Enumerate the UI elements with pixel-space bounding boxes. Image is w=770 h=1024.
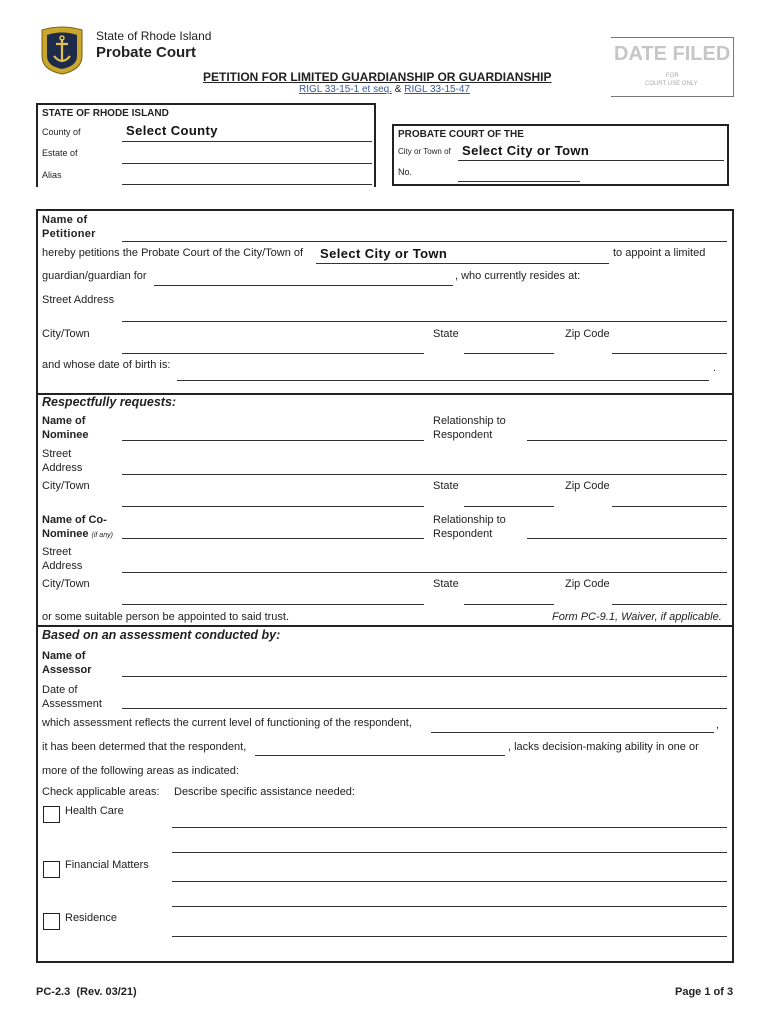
petitions-text: hereby petitions the Probate Court of the City/Town of: [42, 247, 304, 259]
estate-label: Estate of: [42, 148, 78, 158]
nominee-city-label: City/Town: [42, 480, 90, 492]
reflects-text: which assessment reflects the current level of functioning of the respondent,: [42, 717, 412, 729]
assessment-heading: Based on an assessment conducted by:: [42, 628, 281, 642]
respondent-zip-field[interactable]: [612, 353, 727, 354]
financial-field-2[interactable]: [172, 906, 727, 907]
probate-court-title: PROBATE COURT OF THE: [398, 129, 524, 140]
petitioner-city-select[interactable]: Select City or Town: [320, 246, 448, 261]
form-number: PC-2.3 (Rev. 03/21): [36, 986, 137, 998]
divider-2: [38, 625, 732, 627]
health-care-label: Health Care: [65, 805, 124, 817]
health-care-field-1[interactable]: [172, 827, 727, 828]
appoint-text: to appoint a limited: [613, 247, 706, 259]
petitioner-city-line: [316, 263, 609, 264]
nominee-label: Name of Nominee: [42, 415, 89, 441]
respondent-state-field[interactable]: [464, 353, 554, 354]
residence-field-1[interactable]: [172, 936, 727, 937]
guardian-for-text: guardian/guardian for: [42, 270, 147, 282]
financial-matters-label: Financial Matters: [65, 859, 149, 871]
conominee-street-field[interactable]: [122, 572, 727, 573]
conominee-city-label: City/Town: [42, 578, 90, 590]
city-town-line: [458, 160, 724, 161]
if-any-note: (if any): [91, 532, 113, 539]
health-care-checkbox[interactable]: [43, 806, 60, 823]
main-form: [36, 209, 734, 963]
reflects-comma: ,: [716, 719, 720, 731]
county-label: County of: [42, 127, 81, 137]
respondent-name-field[interactable]: [154, 285, 453, 286]
city-label: City/Town: [42, 328, 90, 340]
no-field[interactable]: [458, 181, 580, 182]
for-label: FOR: [666, 73, 679, 79]
court-name: Probate Court: [96, 44, 197, 61]
nominee-relationship-field[interactable]: [527, 440, 727, 441]
waiver-note: Form PC-9.1, Waiver, if applicable.: [552, 611, 722, 623]
form-title: PETITION FOR LIMITED GUARDIANSHIP OR GUARDIANSHIP: [203, 70, 552, 84]
nominee-relationship-label: Relationship to Respondent: [433, 415, 506, 441]
conominee-city-field[interactable]: [122, 604, 424, 605]
dob-text: and whose date of birth is:: [42, 359, 171, 371]
petitioner-name-field[interactable]: [122, 241, 727, 242]
zip-label: Zip Code: [565, 328, 610, 340]
nominee-street-field[interactable]: [122, 474, 727, 475]
financial-matters-checkbox[interactable]: [43, 861, 60, 878]
check-areas-text: Check applicable areas:: [42, 786, 160, 798]
nominee-zip-label: Zip Code: [565, 480, 610, 492]
court-use-label: COURT USE ONLY: [645, 81, 698, 87]
city-town-label: City or Town of: [398, 147, 451, 156]
conominee-state-field[interactable]: [464, 604, 554, 605]
respondent-dob-field[interactable]: [177, 380, 709, 381]
state-name: State of Rhode Island: [96, 29, 212, 43]
lacks-text: , lacks decision-making ability in one or: [508, 741, 699, 753]
conominee-name-field[interactable]: [122, 538, 424, 539]
assessment-date-field[interactable]: [122, 708, 727, 709]
conominee-label: Name of Co- Nominee (if any): [42, 514, 113, 540]
dob-period: .: [713, 362, 717, 374]
amp: &: [394, 84, 402, 95]
state-section-title: STATE OF RHODE ISLAND: [42, 108, 169, 119]
determined-text: it has been determed that the respondent,: [42, 741, 247, 753]
determination-field[interactable]: [255, 755, 505, 756]
respondent-city-field[interactable]: [122, 353, 424, 354]
nominee-zip-field[interactable]: [612, 506, 727, 507]
financial-field-1[interactable]: [172, 881, 727, 882]
residence-label: Residence: [65, 912, 117, 924]
state-label: State: [433, 328, 459, 340]
suitable-person-text: or some suitable person be appointed to said trust.: [42, 611, 290, 623]
assessor-label: Name of Assessor: [42, 650, 92, 676]
county-select[interactable]: Select County: [126, 123, 218, 138]
conominee-zip-label: Zip Code: [565, 578, 610, 590]
estate-field[interactable]: [122, 163, 372, 164]
nominee-street-label: Street Address: [42, 448, 83, 474]
conominee-street-label: Street Address: [42, 546, 83, 572]
county-line: [122, 141, 372, 142]
residence-checkbox[interactable]: [43, 913, 60, 930]
alias-field[interactable]: [122, 184, 372, 185]
conominee-relationship-label: Relationship to Respondent: [433, 514, 506, 540]
state-section: [36, 103, 376, 187]
conominee-relationship-field[interactable]: [527, 538, 727, 539]
assessment-date-label: Date of Assessment: [42, 684, 102, 710]
rigl-link-1[interactable]: RIGL 33-15-1 et seq.: [299, 84, 393, 95]
page-number: Page 1 of 3: [675, 986, 734, 998]
nominee-state-label: State: [433, 480, 459, 492]
date-filed-box: [611, 37, 734, 97]
conominee-state-label: State: [433, 578, 459, 590]
conominee-zip-field[interactable]: [612, 604, 727, 605]
state-seal: [36, 26, 88, 76]
nominee-name-field[interactable]: [122, 440, 424, 441]
probate-court-section: [392, 124, 729, 186]
resides-text: , who currently resides at:: [455, 270, 581, 282]
more-areas-text: more of the following areas as indicated:: [42, 765, 239, 777]
petitioner-label: Name of Petitioner: [42, 214, 96, 240]
functioning-field[interactable]: [431, 732, 714, 733]
date-filed-label: DATE FILED: [614, 43, 731, 65]
no-label: No.: [398, 167, 413, 177]
health-care-field-2[interactable]: [172, 852, 727, 853]
describe-text: Describe specific assistance needed:: [174, 786, 355, 798]
street-address-label: Street Address: [42, 294, 115, 306]
respondent-street-field[interactable]: [122, 321, 727, 322]
nominee-city-field[interactable]: [122, 506, 424, 507]
nominee-state-field[interactable]: [464, 506, 554, 507]
assessor-name-field[interactable]: [122, 676, 727, 677]
alias-label: Alias: [42, 170, 62, 180]
statute-refs: [299, 84, 470, 95]
city-town-select[interactable]: Select City or Town: [462, 143, 590, 158]
rigl-link-2[interactable]: RIGL 33-15-47: [404, 84, 471, 95]
requests-heading: Respectfully requests:: [42, 395, 177, 409]
